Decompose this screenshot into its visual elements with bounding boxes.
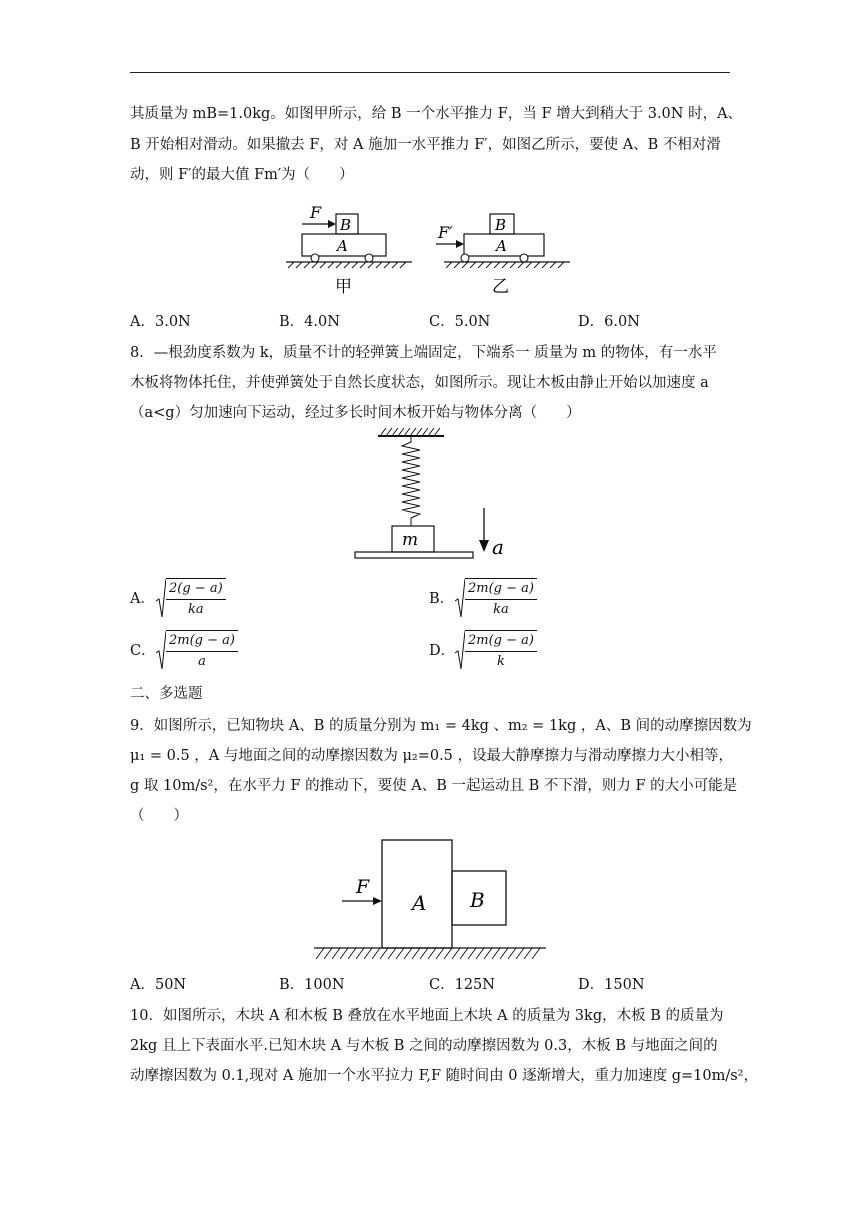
q8-option-a[interactable]: A． $\frac{2(g - a)}{ka}$ <box>130 578 226 620</box>
header-rule <box>130 72 730 73</box>
q9-line3: g 取 10m/s²，在水平力 F 的推动下，要使 A、B 一起运动且 B 不下滑，则力 F 的大小可能是 <box>130 778 738 794</box>
figure-yi <box>436 214 570 297</box>
q8-line3: （a<g）匀加速向下运动，经过多长时间木板开始与物体分离（ ） <box>130 405 581 421</box>
q9-line2: μ₁ = 0.5 ，A 与地面之间的动摩擦因数为 μ₂=0.5 ，设最大静摩擦力与滑动摩擦力大小相等， <box>130 748 734 764</box>
q9-line1: 9．如图所示，已知物块 A、B 的质量分别为 m₁ = 4kg 、m₂ = 1kg ，A、B 间的动摩擦因数为 <box>130 718 752 734</box>
q7-option-d[interactable]: D．6.0N <box>578 314 640 330</box>
q9-figure <box>310 835 550 965</box>
force-label: F <box>356 876 370 898</box>
q9-option-d[interactable]: D．150N <box>578 977 645 993</box>
figure-jia <box>286 203 412 297</box>
svg-text:A: A <box>337 237 348 255</box>
q7-option-a[interactable]: A．3.0N <box>130 314 191 330</box>
q10-line1: 10．如图所示，木块 A 和木板 B 叠放在水平地面上木块 A 的质量为 3kg，木板 B 的质量为 <box>130 1008 724 1024</box>
q8-option-b[interactable]: B． $\frac{2m(g - a)}{ka}$ <box>429 578 537 620</box>
force-label-f-prime: F′ <box>438 223 453 242</box>
q7-option-c[interactable]: C．5.0N <box>429 314 491 330</box>
svg-text:m: m <box>402 530 419 550</box>
q9-option-b[interactable]: B．100N <box>279 977 345 993</box>
q8-option-c[interactable]: C． $\frac{2m(g - a)}{a}$ <box>130 630 238 672</box>
svg-text:A: A <box>496 237 507 255</box>
q9-line4: （ ） <box>130 808 188 824</box>
q7-figure <box>280 198 580 298</box>
q8-line1: 8．—根劲度系数为 k，质量不计的轻弹簧上端固定，下端系一 质量为 m 的物体，有一水平 <box>130 345 717 361</box>
board <box>355 552 473 558</box>
q9-option-c[interactable]: C．125N <box>429 977 495 993</box>
svg-text:A: A <box>412 891 427 915</box>
caption-jia: 甲 <box>335 277 352 297</box>
q8-line2: 木板将物体托住，并使弹簧处于自然长度状态，如图所示。现让木板由静止开始以加速度 a <box>130 375 709 391</box>
svg-text:B: B <box>340 216 352 234</box>
spring <box>402 436 420 526</box>
q10-line3: 动摩擦因数为 0.1,现对 A 施加一个水平拉力 F,F 随时间由 0 逐渐增大，重力加速度 g=10m/s²， <box>130 1068 758 1084</box>
force-label-f: F <box>310 203 322 222</box>
q10-line2: 2kg 且上下表面水平.已知木块 A 与木板 B 之间的动摩擦因数为 0.3，木板 B 与地面之间的 <box>130 1038 718 1054</box>
q7-line3: 动，则 F′的最大值 Fm′为（ ） <box>130 167 354 183</box>
q7-line2: B 开始相对滑动。如果撤去 F，对 A 施加一水平推力 F′，如图乙所示，要使 A、B 不相对滑 <box>130 137 721 153</box>
section-title: 二、多选题 <box>130 686 203 702</box>
accel-label: a <box>492 535 504 559</box>
caption-yi: 乙 <box>492 277 509 297</box>
q7-option-b[interactable]: B．4.0N <box>279 314 340 330</box>
q9-option-a[interactable]: A．50N <box>130 977 187 993</box>
q7-line1: 其质量为 mB=1.0kg。如图甲所示，给 B 一个水平推力 F，当 F 增大到稍大于 3.0N 时，A、 <box>130 106 743 122</box>
q8-option-d[interactable]: D． $\frac{2m(g - a)}{k}$ <box>429 630 537 672</box>
svg-text:B: B <box>495 216 507 234</box>
svg-text:B: B <box>470 888 485 912</box>
q8-figure <box>350 426 520 566</box>
